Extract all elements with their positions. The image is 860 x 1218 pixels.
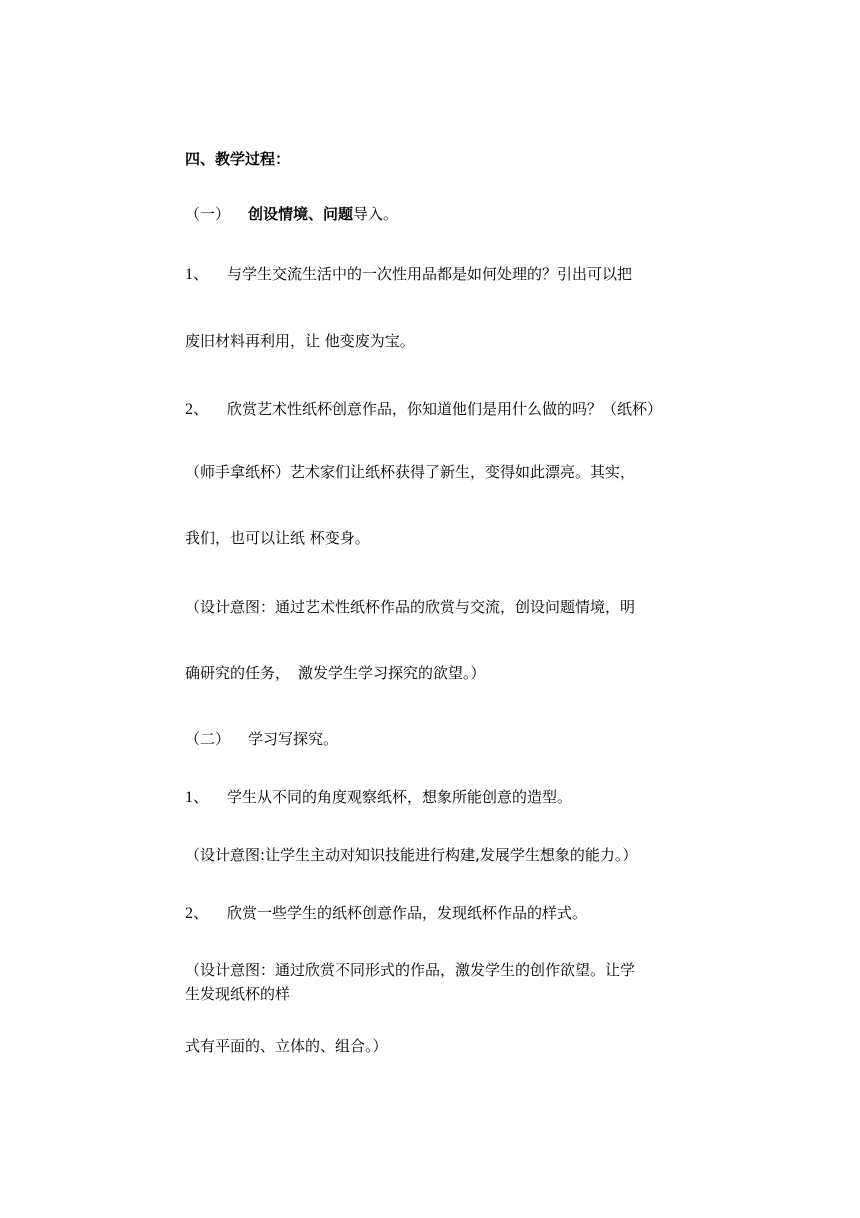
item2-line1 — [185, 398, 662, 421]
design2-line: （设计意图:让学生主动对知识技能进行构建,发展学生想象的能力。） — [185, 846, 638, 864]
item2-number: 2、 — [185, 401, 210, 418]
design3-line3: 式有平面的、立体的、组合。） — [185, 1037, 388, 1055]
design3-line2: 生发现纸杯的样 — [185, 985, 291, 1003]
design1-line1: （设计意图：通过艺术性纸杯作品的欣赏与交流，创设问题情境，明 — [185, 598, 636, 616]
part1-label: （一） — [185, 205, 231, 223]
part1-heading-bold: 创设情境、问题 — [248, 205, 354, 223]
part1-heading — [185, 203, 398, 225]
item2-line2: （师手拿纸杯）艺术家们让纸杯获得了新生，变得如此漂亮。其实， — [185, 463, 636, 481]
item4-line — [185, 902, 587, 925]
design3-line1: （设计意图：通过欣赏不同形式的作品，激发学生的创作欲望。让学 — [185, 961, 636, 979]
item1-text-line1: 与学生交流生活中的一次性用品都是如何处理的？引出可以把 — [227, 265, 633, 283]
design1-line2-b: 激发学生学习探究的欲望。） — [298, 664, 486, 682]
item2-text-line1: 欣赏艺术性纸杯创意作品，你知道他们是用什么做的吗？（纸杯） — [227, 400, 663, 418]
design1-line2 — [185, 662, 486, 684]
part1-heading-rest: 导入。 — [353, 205, 399, 223]
design1-line2-a: 确研究的任务， — [185, 664, 291, 682]
item3-text: 学生从不同的角度观察纸杯，想象所能创意的造型。 — [227, 788, 573, 806]
item1-line1 — [185, 263, 632, 286]
item3-number: 1、 — [185, 789, 210, 806]
item4-number: 2、 — [185, 905, 210, 922]
section-title: 四、教学过程： — [185, 150, 291, 168]
part2-heading-text: 学习写探究。 — [248, 730, 339, 748]
item2-line3: 我们，也可以让纸 杯变身。 — [185, 529, 370, 547]
item1-number: 1、 — [185, 266, 210, 283]
part2-heading — [185, 728, 338, 750]
item4-text: 欣赏一些学生的纸杯创意作品，发现纸杯作品的样式。 — [227, 904, 588, 922]
part2-label: （二） — [185, 730, 231, 748]
item3-line — [185, 786, 572, 809]
item1-line2: 废旧材料再利用，让 他变废为宝。 — [185, 332, 415, 350]
